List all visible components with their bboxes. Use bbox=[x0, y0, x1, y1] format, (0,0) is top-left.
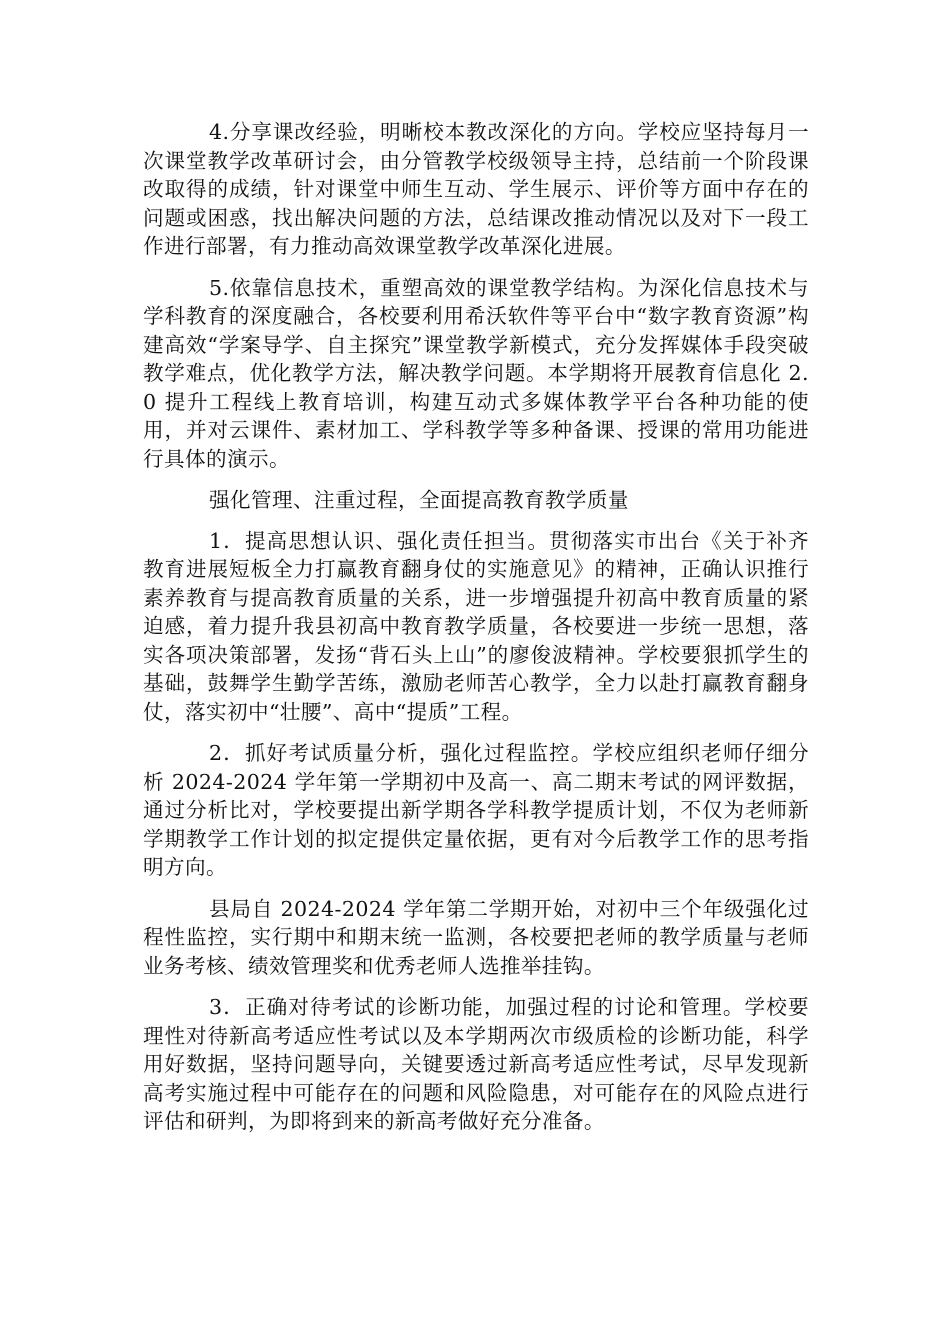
paragraph-1-raise-awareness: 1．提高思想认识、强化责任担当。贯彻落实市出台《关于补齐教育进展短板全力打赢教育翻身仗的实施意见》的精神，正确认识推行素养教育与提高教育质量的关系，进一步增强提升初高中教育质量的紧迫感，着力提升我县初高中教育教学质量，各校要进一步统一思想，落实各项决策部署，发扬“背石头上山”的廖俊波精神。学校要狠抓学生的基础，鼓舞学生勤学苦练，激励老师苦心教学，全力以赴打赢教育翻身仗，落实初中“壮腰”、高中“提质”工程。 bbox=[143, 528, 809, 724]
paragraph-county-monitoring: 县局自 2024-2024 学年第二学期开始，对初中三个年级强化过程性监控，实行期中和期末统一监测，各校要把老师的教学质量与老师业务考核、绩效管理奖和优秀老师人选推举挂钩。 bbox=[143, 896, 809, 978]
paragraph-2-exam-analysis: 2．抓好考试质量分析，强化过程监控。学校应组织老师仔细分析 2024-2024 学年第一学期初中及高一、高二期末考试的网评数据，通过分析比对，学校要提出新学期各学科教学提质计划，不仅为老师新学期教学工作计划的拟定提供定量依据，更有对今后教学工作的思考指明方向。 bbox=[143, 741, 809, 879]
document-page bbox=[143, 118, 809, 1149]
section-heading-management: 强化管理、注重过程，全面提高教育教学质量 bbox=[209, 488, 629, 512]
paragraph-3-diagnostic-function: 3．正确对待考试的诊断功能，加强过程的讨论和管理。学校要理性对待新高考适应性考试以及本学期两次市级质检的诊断功能，科学用好数据，坚持问题导向，关键要透过新高考适应性考试，尽早发现新高考实施过程中可能存在的问题和风险隐患，对可能存在的风险点进行评估和研判，为即将到来的新高考做好充分准备。 bbox=[143, 995, 809, 1133]
paragraph-4-share-reform-experience: 4.分享课改经验，明晰校本教改深化的方向。学校应坚持每月一次课堂教学改革研讨会，由分管教学校级领导主持，总结前一个阶段课改取得的成绩，针对课堂中师生互动、学生展示、评价等方面中存在的问题或困惑，找出解决问题的方法，总结课改推动情况以及对下一段工作进行部署，有力推动高效课堂教学改革深化进展。 bbox=[143, 120, 809, 258]
paragraph-5-information-technology: 5.依靠信息技术，重塑高效的课堂教学结构。为深化信息技术与学科教育的深度融合，各校要利用希沃软件等平台中“数字教育资源”构建高效“学案导学、自主探究”课堂教学新模式，充分发挥媒体手段突破教学难点，优化教学方法，解决教学问题。本学期将开展教育信息化 2.0 提升工程线上教育培训，构建互动式多媒体教学平台各种功能的使用，并对云课件、素材加工、学科教学等多种备课、授课的常用功能进行具体的演示。 bbox=[143, 275, 809, 471]
